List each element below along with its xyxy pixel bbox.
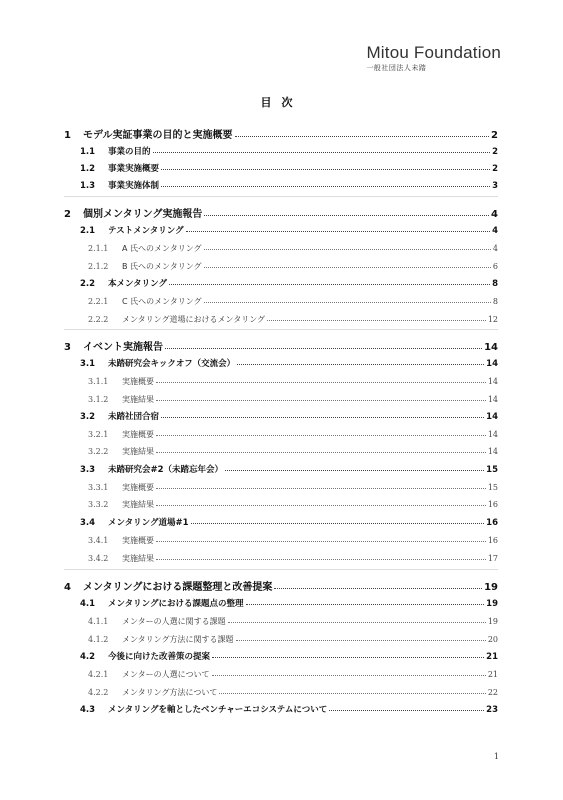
- toc-entry-label: 本メンタリング: [108, 279, 167, 289]
- toc-entry-number: 3: [64, 342, 71, 353]
- toc-entry-level3[interactable]: [88, 391, 498, 405]
- toc-entry-label: メンタリング道場におけるメンタリング: [122, 315, 266, 324]
- toc-entry-label: 実施概要: [122, 430, 154, 439]
- toc-entry-level2[interactable]: [80, 355, 498, 369]
- toc-entry-label: 実施結果: [122, 554, 154, 563]
- toc-entry-page: 4: [492, 244, 498, 253]
- toc-entry-label: 事業の目的: [108, 147, 151, 157]
- toc-entry-page: 2: [491, 130, 498, 141]
- toc-entry-label: イベント実施報告: [83, 342, 163, 353]
- toc-entry-page: 17: [487, 554, 498, 563]
- toc-entry-number: 4.2.1: [88, 670, 109, 679]
- toc-entry-level2[interactable]: [80, 222, 498, 236]
- toc-entry-label: 未踏研究会キックオフ（交流会）: [108, 359, 236, 369]
- toc-entry-page: 6: [492, 262, 498, 271]
- toc-dot-leader: [161, 407, 484, 418]
- toc-dot-leader: [274, 578, 482, 589]
- toc-entry-page: 14: [487, 430, 498, 439]
- section-divider: [64, 569, 498, 570]
- toc-entry-number: 2.2: [80, 279, 96, 289]
- toc-entry-page: 19: [486, 599, 498, 609]
- toc-entry-level3[interactable]: [88, 532, 498, 546]
- toc-entry-number: 3.2: [80, 412, 96, 422]
- toc-entry-number: 2.1: [80, 226, 96, 236]
- logo-subtitle: 一般社団法人未踏: [366, 64, 427, 72]
- toc-entry-page: 14: [487, 395, 498, 404]
- toc-entry-number: 1: [64, 130, 71, 141]
- toc-entry-number: 3.3.1: [88, 483, 109, 492]
- toc-entry-number: 3.4: [80, 518, 96, 528]
- toc-entry-number: 2.2.2: [88, 315, 109, 324]
- toc-dot-leader: [161, 176, 490, 187]
- toc-entry-page: 14: [486, 412, 498, 422]
- toc-entry-label: メンタリング道場#1: [108, 518, 189, 528]
- toc-dot-leader: [156, 531, 486, 542]
- toc-entry-label: 個別メンタリング実施報告: [83, 209, 203, 220]
- toc-entry-level3[interactable]: [88, 373, 498, 387]
- toc-entry-label: 実施結果: [122, 500, 154, 509]
- toc-entry-level3[interactable]: [88, 426, 498, 440]
- toc-entry-page: 14: [486, 359, 498, 369]
- toc-entry-level2[interactable]: [80, 275, 498, 289]
- toc-entry-label: メンターの人選に関する課題: [122, 617, 226, 626]
- toc-entry-label: メンタリングにおける課題点の整理: [108, 599, 244, 609]
- toc-dot-leader: [237, 354, 484, 365]
- toc-entry-number: 4.2.2: [88, 688, 109, 697]
- toc-entry-number: 2.1.1: [88, 244, 109, 253]
- toc-dot-leader: [204, 257, 491, 268]
- toc-entry-label: メンタリング方法に関する課題: [122, 635, 234, 644]
- toc-entry-number: 1.1: [80, 147, 96, 157]
- toc-dot-leader: [329, 700, 484, 711]
- toc-entry-label: 未踏社団合宿: [108, 412, 160, 422]
- toc-entry-level3[interactable]: [88, 479, 498, 493]
- toc-entry-label: メンタリング方法について: [122, 688, 218, 697]
- toc-entry-level3[interactable]: [88, 496, 498, 510]
- toc-entry-page: 19: [484, 582, 498, 593]
- toc-dot-leader: [156, 478, 486, 489]
- toc-entry-label: A 氏へのメンタリング: [122, 244, 202, 253]
- toc-entry-page: 8: [492, 279, 498, 289]
- toc-entry-page: 4: [492, 226, 498, 236]
- toc-entry-number: 3.4.2: [88, 554, 109, 563]
- page-number: 1: [493, 752, 499, 761]
- toc-entry-level3[interactable]: [88, 631, 498, 645]
- toc-entry-page: 2: [492, 164, 498, 174]
- toc-entry-level2[interactable]: [80, 143, 498, 157]
- toc-entry-level2[interactable]: [80, 461, 498, 475]
- toc-dot-leader: [191, 513, 485, 524]
- toc-entry-level3[interactable]: [88, 666, 498, 680]
- toc-entry-level3[interactable]: [88, 311, 498, 325]
- page-title: 目次: [260, 96, 303, 109]
- toc-entry-level2[interactable]: [80, 160, 498, 174]
- toc-entry-level1[interactable]: [64, 126, 498, 141]
- toc-entry-level3[interactable]: [88, 613, 498, 627]
- toc-entry-label: メンタリングにおける課題整理と改善提案: [83, 582, 273, 593]
- toc-entry-page: 22: [487, 688, 498, 697]
- toc-entry-page: 8: [492, 297, 498, 306]
- toc-dot-leader: [156, 425, 486, 436]
- toc-entry-level2[interactable]: [80, 701, 498, 715]
- toc-entry-page: 16: [486, 518, 498, 528]
- toc-entry-level2[interactable]: [80, 514, 498, 528]
- toc-entry-level3[interactable]: [88, 240, 498, 254]
- toc-entry-page: 14: [487, 377, 498, 386]
- toc-entry-level3[interactable]: [88, 293, 498, 307]
- toc-entry-number: 4.1.2: [88, 635, 109, 644]
- toc-dot-leader: [212, 647, 484, 658]
- toc-entry-number: 2.1.2: [88, 262, 109, 271]
- toc-dot-leader: [161, 159, 490, 170]
- toc-entry-page: 23: [486, 705, 498, 715]
- toc-entry-label: 実施結果: [122, 447, 154, 456]
- toc-dot-leader: [212, 665, 486, 676]
- toc-entry-number: 4.1: [80, 599, 96, 609]
- toc-entry-number: 3.2.1: [88, 430, 109, 439]
- toc-entry-label: メンタリングを軸としたベンチャーエコシステムについて: [108, 705, 328, 715]
- toc-entry-label: B 氏へのメンタリング: [122, 262, 202, 271]
- toc-dot-leader: [204, 239, 491, 250]
- toc-entry-level3[interactable]: [88, 258, 498, 272]
- toc-entry-label: C 氏へのメンタリング: [122, 297, 202, 306]
- toc-entry-label: 事業実施概要: [108, 164, 160, 174]
- toc-dot-leader: [153, 142, 491, 153]
- toc-entry-level3[interactable]: [88, 443, 498, 457]
- toc-dot-leader: [225, 460, 484, 471]
- toc-dot-leader: [165, 338, 482, 349]
- toc-entry-label: 実施概要: [122, 377, 154, 386]
- toc-dot-leader: [236, 630, 486, 641]
- toc-entry-page: 16: [487, 500, 498, 509]
- toc-entry-level1[interactable]: [64, 338, 498, 353]
- toc-entry-level1[interactable]: [64, 205, 498, 220]
- toc-dot-leader: [156, 442, 486, 453]
- toc-entry-label: テストメンタリング: [108, 226, 184, 236]
- toc-entry-page: 19: [487, 617, 498, 626]
- toc-entry-page: 21: [487, 670, 498, 679]
- mitou-foundation-logo: [366, 44, 501, 73]
- toc-entry-level2[interactable]: [80, 648, 498, 662]
- toc-entry-page: 2: [492, 147, 498, 157]
- toc-entry-label: 今後に向けた改善策の提案: [108, 652, 211, 662]
- toc-dot-leader: [186, 221, 491, 232]
- toc-entry-page: 14: [487, 447, 498, 456]
- toc-entry-page: 16: [487, 536, 498, 545]
- toc-entry-page: 12: [487, 315, 498, 324]
- toc-entry-number: 3.2.2: [88, 447, 109, 456]
- toc-entry-level3[interactable]: [88, 550, 498, 564]
- toc-entry-number: 4.1.1: [88, 617, 109, 626]
- toc-entry-number: 1.2: [80, 164, 96, 174]
- toc-entry-page: 15: [487, 483, 498, 492]
- toc-entry-level2[interactable]: [80, 177, 498, 191]
- toc-dot-leader: [169, 274, 490, 285]
- toc-entry-number: 3.3.2: [88, 500, 109, 509]
- toc-dot-leader: [156, 495, 486, 506]
- toc-dot-leader: [228, 612, 486, 623]
- toc-entry-label: 実施結果: [122, 395, 154, 404]
- toc-entry-label: 未踏研究会#2（未踏忘年会）: [108, 465, 224, 475]
- toc-entry-number: 3.4.1: [88, 536, 109, 545]
- toc-dot-leader: [219, 683, 485, 694]
- toc-entry-page: 14: [484, 342, 498, 353]
- toc-entry-label: メンターの人選について: [122, 670, 210, 679]
- toc-entry-level2[interactable]: [80, 595, 498, 609]
- toc-entry-number: 1.3: [80, 181, 96, 191]
- toc-dot-leader: [246, 594, 485, 605]
- toc-entry-level1[interactable]: [64, 578, 498, 593]
- toc-dot-leader: [156, 372, 486, 383]
- toc-entry-level3[interactable]: [88, 684, 498, 698]
- toc-entry-number: 2.2.1: [88, 297, 109, 306]
- toc-entry-number: 3.3: [80, 465, 96, 475]
- toc-entry-number: 4.3: [80, 705, 96, 715]
- toc-entry-label: 事業実施体制: [108, 181, 160, 191]
- toc-entry-page: 15: [486, 465, 498, 475]
- toc-entry-number: 4.2: [80, 652, 96, 662]
- toc-entry-page: 20: [487, 635, 498, 644]
- toc-entry-page: 21: [486, 652, 498, 662]
- toc-entry-label: モデル実証事業の目的と実施概要: [83, 130, 233, 141]
- toc-entry-page: 3: [492, 181, 498, 191]
- toc-entry-level2[interactable]: [80, 408, 498, 422]
- toc-entry-number: 3.1.1: [88, 377, 109, 386]
- toc-dot-leader: [204, 292, 491, 303]
- toc-dot-leader: [156, 549, 486, 560]
- toc-entry-number: 2: [64, 209, 71, 220]
- toc-entry-label: 実施概要: [122, 536, 154, 545]
- toc-dot-leader: [235, 126, 490, 137]
- toc-entry-number: 3.1.2: [88, 395, 109, 404]
- section-divider: [64, 196, 498, 197]
- logo-name: Mitou Foundation: [366, 43, 501, 62]
- toc-dot-leader: [204, 205, 489, 216]
- toc-dot-leader: [156, 390, 486, 401]
- toc-entry-number: 4: [64, 582, 71, 593]
- section-divider: [64, 329, 498, 330]
- toc-entry-page: 4: [491, 209, 498, 220]
- toc-dot-leader: [267, 310, 486, 321]
- toc-entry-number: 3.1: [80, 359, 96, 369]
- toc-entry-label: 実施概要: [122, 483, 154, 492]
